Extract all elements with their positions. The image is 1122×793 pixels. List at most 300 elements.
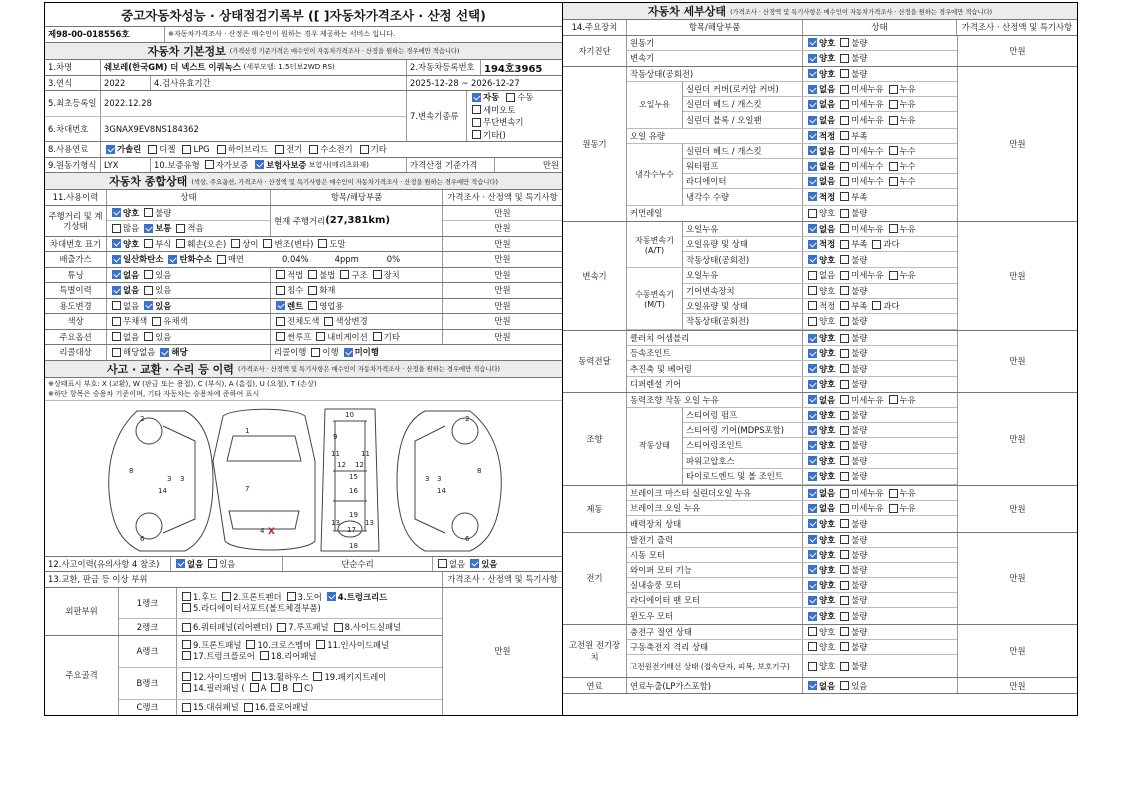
checkbox-icon[interactable] — [808, 535, 817, 544]
checkbox-icon[interactable] — [889, 504, 898, 513]
detail-row — [627, 625, 957, 640]
checkbox-icon[interactable] — [182, 603, 191, 612]
detail-item-label: 클러치 어셈블리 — [627, 331, 803, 345]
checkbox-icon[interactable] — [313, 672, 322, 681]
detail-item-label: 라디에이터 — [683, 174, 803, 188]
doc-note: ※자동차가격조사 · 산정은 매수인이 원하는 경우 제공하는 서비스 입니다. — [168, 29, 396, 39]
checkbox-icon[interactable] — [808, 426, 817, 435]
checkbox-icon[interactable] — [144, 208, 153, 217]
checkbox-icon[interactable] — [808, 349, 817, 358]
checkbox-icon[interactable] — [144, 224, 153, 233]
detail-item-label: 디퍼렌셜 기어 — [627, 377, 803, 392]
detail-row — [683, 284, 957, 299]
svg-text:11: 11 — [361, 449, 370, 458]
svg-text:1: 1 — [245, 426, 250, 435]
detail-group — [563, 36, 1077, 67]
svg-text:14: 14 — [437, 486, 446, 495]
checkbox-icon[interactable] — [840, 100, 849, 109]
checkbox-icon[interactable] — [112, 270, 121, 279]
checkbox-icon[interactable] — [889, 177, 898, 186]
svg-text:14: 14 — [158, 486, 167, 495]
checkbox-icon[interactable] — [808, 301, 817, 310]
detail-row — [627, 393, 957, 408]
valid-label: 4.검사유효기간 — [151, 76, 407, 91]
detail-row — [627, 548, 957, 563]
checkbox-icon[interactable] — [889, 146, 898, 155]
detail-status: 양호 불량 — [803, 469, 957, 484]
detail-price: 만원 — [957, 222, 1077, 330]
detail-row — [627, 578, 957, 593]
detail-row — [683, 222, 957, 237]
svg-text:16: 16 — [349, 486, 358, 495]
detail-status: 적정 부족 과다 — [803, 237, 957, 251]
checkbox-icon[interactable] — [808, 596, 817, 605]
detail-status: 양호 불량 — [803, 67, 957, 81]
checkbox-icon[interactable] — [889, 224, 898, 233]
detail-status: 양호 불량 — [803, 377, 957, 392]
checkbox-icon[interactable] — [217, 255, 226, 264]
checkbox-icon[interactable] — [182, 623, 191, 632]
checkbox-icon[interactable] — [373, 270, 382, 279]
svg-text:10: 10 — [345, 410, 354, 419]
checkbox-icon[interactable] — [808, 177, 817, 186]
checkbox-icon[interactable] — [144, 239, 153, 248]
checkbox-icon[interactable] — [373, 332, 382, 341]
checkbox-icon[interactable] — [309, 145, 318, 154]
checkbox-icon[interactable] — [808, 286, 817, 295]
checkbox-icon[interactable] — [840, 662, 849, 671]
detail-item-label: 오일유량 및 상태 — [683, 237, 803, 251]
checkbox-icon[interactable] — [231, 239, 240, 248]
detail-header: 자동차 세부상태 (가격조사 · 산정액 및 특기사항은 매수인이 자동차가격조사 · 산정을 원하는 경우에만 적습니다) — [563, 3, 1077, 20]
checkbox-icon[interactable] — [182, 672, 191, 681]
detail-row — [683, 174, 957, 189]
checkbox-icon[interactable] — [808, 85, 817, 94]
detail-status: 없음 미세누유 누유 — [803, 97, 957, 111]
checkbox-icon[interactable] — [182, 145, 191, 154]
detail-status: 양호 불량 — [803, 36, 957, 50]
checkbox-icon[interactable] — [168, 255, 177, 264]
checkbox-icon[interactable] — [840, 395, 849, 404]
detail-status: 없음 미세누유 누유 — [803, 112, 957, 127]
detail-row — [627, 486, 957, 501]
checkbox-icon[interactable] — [808, 550, 817, 559]
checkbox-icon[interactable] — [808, 662, 817, 671]
checkbox-icon[interactable] — [144, 270, 153, 279]
checkbox-icon[interactable] — [808, 255, 817, 264]
checkbox-icon[interactable] — [318, 239, 327, 248]
checkbox-icon[interactable] — [152, 317, 161, 326]
checkbox-icon[interactable] — [160, 348, 169, 357]
checkbox-icon[interactable] — [112, 332, 121, 341]
checkbox-icon[interactable] — [276, 301, 285, 310]
checkbox-icon[interactable] — [472, 93, 481, 102]
trans-label: 7.변속기종류 — [407, 91, 467, 141]
checkbox-icon[interactable] — [506, 93, 515, 102]
checkbox-icon[interactable] — [144, 332, 153, 341]
warranty-cell: 10.보증유형 자가보증 보험사보증 보험사(메리츠화재) — [151, 158, 407, 173]
checkbox-icon[interactable] — [808, 131, 817, 140]
checkbox-icon[interactable] — [472, 105, 481, 114]
checkbox-icon[interactable] — [872, 301, 881, 310]
checkbox-icon[interactable] — [808, 612, 817, 621]
detail-row — [627, 51, 957, 66]
checkbox-icon[interactable] — [840, 349, 849, 358]
checkbox-icon[interactable] — [255, 160, 264, 169]
checkbox-icon[interactable] — [840, 54, 849, 63]
checkbox-icon[interactable] — [293, 683, 302, 692]
checkbox-icon[interactable] — [889, 162, 898, 171]
checkbox-icon[interactable] — [808, 411, 817, 420]
detail-status: 없음 미세누유 누유 — [803, 82, 957, 96]
checkbox-icon[interactable] — [340, 270, 349, 279]
checkbox-icon[interactable] — [144, 286, 153, 295]
checkbox-icon[interactable] — [808, 192, 817, 201]
detail-item-label: 실린더 헤드 / 개스킷 — [683, 144, 803, 158]
detail-item-label: 타이로드엔드 및 볼 조인트 — [683, 469, 803, 484]
detail-row — [683, 299, 957, 314]
checkbox-icon[interactable] — [840, 224, 849, 233]
detail-row — [683, 252, 957, 267]
checkbox-icon[interactable] — [872, 240, 881, 249]
first-reg-label: 5.최초등록일 — [45, 91, 101, 116]
checkbox-icon[interactable] — [311, 348, 320, 357]
checkbox-icon[interactable] — [275, 145, 284, 154]
checkbox-icon[interactable] — [148, 145, 157, 154]
checkbox-icon[interactable] — [144, 301, 153, 310]
checkbox-icon[interactable] — [808, 364, 817, 373]
checkbox-icon[interactable] — [889, 271, 898, 280]
detail-status: 양호 불량 — [803, 593, 957, 607]
checkbox-icon[interactable] — [840, 240, 849, 249]
checkbox-icon[interactable] — [840, 612, 849, 621]
fuel-options: 가솔린 디젤 LPG 하이브리드 전기 수소전기 기타 — [101, 142, 562, 157]
checkbox-icon[interactable] — [808, 472, 817, 481]
trans-options: 자동 수동 세미오토 무단변속기 기타() — [467, 91, 562, 141]
checkbox-icon[interactable] — [260, 651, 269, 660]
detail-item-label: 브레이크 오일 누유 — [627, 501, 803, 515]
checkbox-icon[interactable] — [889, 116, 898, 125]
checkbox-icon[interactable] — [808, 224, 817, 233]
checkbox-icon[interactable] — [840, 504, 849, 513]
basic-header-title: 자동차 기본정보 — [147, 44, 226, 58]
checkbox-icon[interactable] — [182, 640, 191, 649]
checkbox-icon[interactable] — [808, 681, 817, 690]
checkbox-icon[interactable] — [106, 145, 115, 154]
checkbox-icon[interactable] — [276, 286, 285, 295]
inspection-sheet — [44, 2, 1078, 716]
checkbox-icon[interactable] — [808, 54, 817, 63]
checkbox-icon[interactable] — [808, 209, 817, 218]
detail-item-label: 동력조향 작동 오일 누유 — [627, 393, 803, 407]
detail-item-label: 냉각수 수량 — [683, 189, 803, 204]
detail-row — [627, 533, 957, 548]
checkbox-icon[interactable] — [840, 255, 849, 264]
checkbox-icon[interactable] — [840, 581, 849, 590]
checkbox-icon[interactable] — [271, 683, 280, 692]
page-title: 중고자동차성능 · 상태점검기록부 ([ ]자동차가격조사 · 산정 선택) — [121, 7, 486, 23]
title-row — [45, 3, 562, 27]
checkbox-icon[interactable] — [808, 146, 817, 155]
checkbox-icon[interactable] — [808, 519, 817, 528]
checkbox-icon[interactable] — [808, 271, 817, 280]
checkbox-icon[interactable] — [840, 489, 849, 498]
checkbox-icon[interactable] — [222, 592, 231, 601]
checkbox-icon[interactable] — [808, 504, 817, 513]
checkbox-icon[interactable] — [840, 596, 849, 605]
detail-status: 양호 불량 — [803, 578, 957, 592]
detail-group — [563, 67, 1077, 222]
checkbox-icon[interactable] — [808, 69, 817, 78]
detail-status: 적정 부족 — [803, 189, 957, 204]
detail-row — [683, 314, 957, 329]
checkbox-icon[interactable] — [334, 623, 343, 632]
checkbox-icon[interactable] — [840, 642, 849, 651]
checkbox-icon[interactable] — [840, 535, 849, 544]
checkbox-icon[interactable] — [112, 317, 121, 326]
checkbox-icon[interactable] — [840, 411, 849, 420]
detail-item-label: 실린더 커버(로커암 커버) — [683, 82, 803, 96]
detail-row — [683, 408, 957, 423]
checkbox-icon[interactable] — [276, 317, 285, 326]
checkbox-icon[interactable] — [840, 69, 849, 78]
detail-status: 양호 불량 — [803, 423, 957, 437]
checkbox-icon[interactable] — [472, 130, 481, 139]
checkbox-icon[interactable] — [808, 100, 817, 109]
valid-period: 2025-12-28 ~ 2026-12-27 — [410, 77, 520, 88]
checkbox-icon[interactable] — [244, 703, 253, 712]
svg-text:6: 6 — [140, 534, 145, 543]
checkbox-icon[interactable] — [840, 38, 849, 47]
accident-legend: ※상태표시 부호: X (교환), W (판금 또는 용접), C (부식), A (흠집), U (요철), T (손상) ※하단 항목은 승용차 기준이며, 기타 자동차는 승용차에 준하여 표시 — [45, 378, 562, 401]
vin-value: 3GNAX9EV8NS184362 — [104, 123, 199, 134]
detail-item-label: 구동축전지 격리 상태 — [627, 640, 803, 654]
checkbox-icon[interactable] — [182, 683, 191, 692]
detail-row — [627, 377, 957, 392]
checkbox-icon[interactable] — [840, 116, 849, 125]
checkbox-icon[interactable] — [840, 550, 849, 559]
detail-item-label: 브레이크 마스터 실린더오일 누유 — [627, 486, 803, 500]
checkbox-icon[interactable] — [889, 395, 898, 404]
checkbox-icon[interactable] — [840, 426, 849, 435]
checkbox-icon[interactable] — [808, 380, 817, 389]
detail-group — [563, 222, 1077, 331]
checkbox-icon[interactable] — [327, 592, 336, 601]
detail-row — [683, 423, 957, 438]
checkbox-icon[interactable] — [840, 162, 849, 171]
detail-row — [627, 36, 957, 51]
checkbox-icon[interactable] — [808, 240, 817, 249]
checkbox-icon[interactable] — [808, 334, 817, 343]
checkbox-icon[interactable] — [840, 681, 849, 690]
checkbox-icon[interactable] — [182, 651, 191, 660]
checkbox-icon[interactable] — [250, 683, 259, 692]
svg-text:6: 6 — [465, 534, 470, 543]
checkbox-icon[interactable] — [344, 348, 353, 357]
checkbox-icon[interactable] — [182, 703, 191, 712]
checkbox-icon[interactable] — [252, 672, 261, 681]
checkbox-icon[interactable] — [808, 581, 817, 590]
checkbox-icon[interactable] — [112, 255, 121, 264]
basic-row-fuel — [45, 142, 562, 158]
checkbox-icon[interactable] — [246, 640, 255, 649]
checkbox-icon[interactable] — [889, 100, 898, 109]
detail-status: 양호 불량 — [803, 516, 957, 531]
checkbox-icon[interactable] — [808, 116, 817, 125]
detail-item-label: 오일유량 및 상태 — [683, 299, 803, 313]
checkbox-icon[interactable] — [308, 286, 317, 295]
mileage-value: (27,381km) — [325, 215, 391, 226]
checkbox-icon[interactable] — [840, 317, 849, 326]
checkbox-icon[interactable] — [470, 559, 479, 568]
detail-status: 없음 미세누수 누수 — [803, 144, 957, 158]
checkbox-icon[interactable] — [808, 627, 817, 636]
detail-row — [683, 438, 957, 453]
first-reg-date: 2022.12.28 — [104, 98, 152, 109]
detail-subgroup-name: 자동변속기 (A/T) — [627, 222, 683, 268]
checkbox-icon[interactable] — [360, 145, 369, 154]
checkbox-icon[interactable] — [840, 131, 849, 140]
checkbox-icon[interactable] — [840, 192, 849, 201]
x-mark-icon: X — [268, 526, 275, 537]
checkbox-icon[interactable] — [112, 301, 121, 310]
checkbox-icon[interactable] — [840, 286, 849, 295]
checkbox-icon[interactable] — [840, 519, 849, 528]
checkbox-icon[interactable] — [808, 317, 817, 326]
checkbox-icon[interactable] — [472, 118, 481, 127]
checkbox-icon[interactable] — [808, 395, 817, 404]
checkbox-icon[interactable] — [808, 489, 817, 498]
detail-status: 없음 미세누수 누수 — [803, 174, 957, 188]
detail-item-label: 오일 유량 — [627, 129, 803, 143]
svg-text:4: 4 — [260, 526, 265, 535]
basic-row-engine — [45, 158, 562, 174]
checkbox-icon[interactable] — [889, 489, 898, 498]
detail-item-label: 라디에이터 팬 모터 — [627, 593, 803, 607]
checkbox-icon[interactable] — [316, 640, 325, 649]
right-column — [563, 3, 1077, 715]
checkbox-icon[interactable] — [176, 239, 185, 248]
detail-item-label: 작동상태(공회전) — [683, 252, 803, 267]
detail-status: 적정 부족 과다 — [803, 299, 957, 313]
detail-status: 양호 불량 — [803, 252, 957, 267]
checkbox-icon[interactable] — [840, 301, 849, 310]
detail-row — [683, 189, 957, 204]
engine-label: 9.원동기형식 — [45, 158, 101, 173]
checkbox-icon[interactable] — [205, 160, 214, 169]
checkbox-icon[interactable] — [808, 38, 817, 47]
detail-status: 적정 부족 — [803, 129, 957, 143]
detail-item-label: 윈도우 모터 — [627, 608, 803, 623]
detail-row — [683, 469, 957, 484]
checkbox-icon[interactable] — [840, 472, 849, 481]
checkbox-icon[interactable] — [112, 208, 121, 217]
checkbox-icon[interactable] — [182, 592, 191, 601]
checkbox-icon[interactable] — [112, 239, 121, 248]
price-unit: 만원 — [542, 159, 559, 170]
detail-item-label: 스티어링조인트 — [683, 438, 803, 452]
detail-row — [627, 361, 957, 376]
detail-group-name: 제동 — [563, 486, 627, 532]
detail-status: 없음 미세누유 누유 — [803, 486, 957, 500]
doc-number: 제98-00-018556호 — [45, 27, 165, 42]
checkbox-icon[interactable] — [277, 623, 286, 632]
svg-text:18: 18 — [349, 541, 358, 550]
checkbox-icon[interactable] — [112, 224, 121, 233]
checkbox-icon[interactable] — [308, 270, 317, 279]
checkbox-icon[interactable] — [840, 380, 849, 389]
svg-text:9: 9 — [333, 432, 338, 441]
checkbox-icon[interactable] — [840, 271, 849, 280]
detail-status: 양호 불량 — [803, 408, 957, 422]
checkbox-icon[interactable] — [840, 565, 849, 574]
checkbox-icon[interactable] — [808, 162, 817, 171]
detail-row — [627, 608, 957, 623]
checkbox-icon[interactable] — [840, 456, 849, 465]
detail-row — [683, 454, 957, 469]
detail-status: 양호 불량 — [803, 438, 957, 452]
checkbox-icon[interactable] — [808, 642, 817, 651]
accident-history: 12.사고이력(유의사항 4 참조) 없음 있음 단순수리 없음 있음 — [45, 557, 562, 573]
checkbox-icon[interactable] — [840, 177, 849, 186]
checkbox-icon[interactable] — [808, 456, 817, 465]
checkbox-icon[interactable] — [263, 239, 272, 248]
detail-status: 양호 불량 — [803, 454, 957, 468]
checkbox-icon[interactable] — [840, 146, 849, 155]
detail-row — [627, 346, 957, 361]
checkbox-icon[interactable] — [808, 565, 817, 574]
car-model: (세부모델: 1.5터보2WD RS) — [243, 62, 335, 71]
checkbox-icon[interactable] — [308, 301, 317, 310]
checkbox-icon[interactable] — [276, 332, 285, 341]
summary-option: 주요옵션 없음 있음 썬루프 내비게이션 기타 만원 — [45, 330, 562, 346]
summary-use: 용도변경 없음 있음 렌트 영업용 만원 — [45, 299, 562, 315]
docno-row — [45, 27, 562, 43]
checkbox-icon[interactable] — [112, 286, 121, 295]
checkbox-icon[interactable] — [808, 441, 817, 450]
checkbox-icon[interactable] — [840, 209, 849, 218]
checkbox-icon[interactable] — [176, 559, 185, 568]
detail-item-label: 와이퍼 모터 기능 — [627, 563, 803, 577]
checkbox-icon[interactable] — [840, 334, 849, 343]
checkbox-icon[interactable] — [316, 332, 325, 341]
checkbox-icon[interactable] — [840, 85, 849, 94]
checkbox-icon[interactable] — [287, 592, 296, 601]
detail-subgroup-name: 작동상태 — [627, 408, 683, 484]
checkbox-icon[interactable] — [840, 441, 849, 450]
checkbox-icon[interactable] — [438, 559, 447, 568]
checkbox-icon[interactable] — [276, 270, 285, 279]
detail-row — [627, 593, 957, 608]
checkbox-icon[interactable] — [840, 364, 849, 373]
detail-status: 양호 불량 — [803, 51, 957, 66]
plate-number: 194호3965 — [484, 63, 543, 75]
basic-row-1 — [45, 60, 562, 76]
basic-header — [45, 43, 562, 60]
detail-row — [627, 655, 957, 677]
checkbox-icon[interactable] — [889, 85, 898, 94]
year-label: 3.연식 — [45, 76, 101, 91]
checkbox-icon[interactable] — [176, 224, 185, 233]
checkbox-icon[interactable] — [324, 317, 333, 326]
checkbox-icon[interactable] — [112, 348, 121, 357]
detail-status: 양호 불량 — [803, 655, 957, 677]
detail-item-label: 커먼레일 — [627, 206, 803, 221]
detail-status: 없음 미세누유 누유 — [803, 268, 957, 282]
checkbox-icon[interactable] — [840, 627, 849, 636]
checkbox-icon[interactable] — [217, 145, 226, 154]
checkbox-icon[interactable] — [208, 559, 217, 568]
